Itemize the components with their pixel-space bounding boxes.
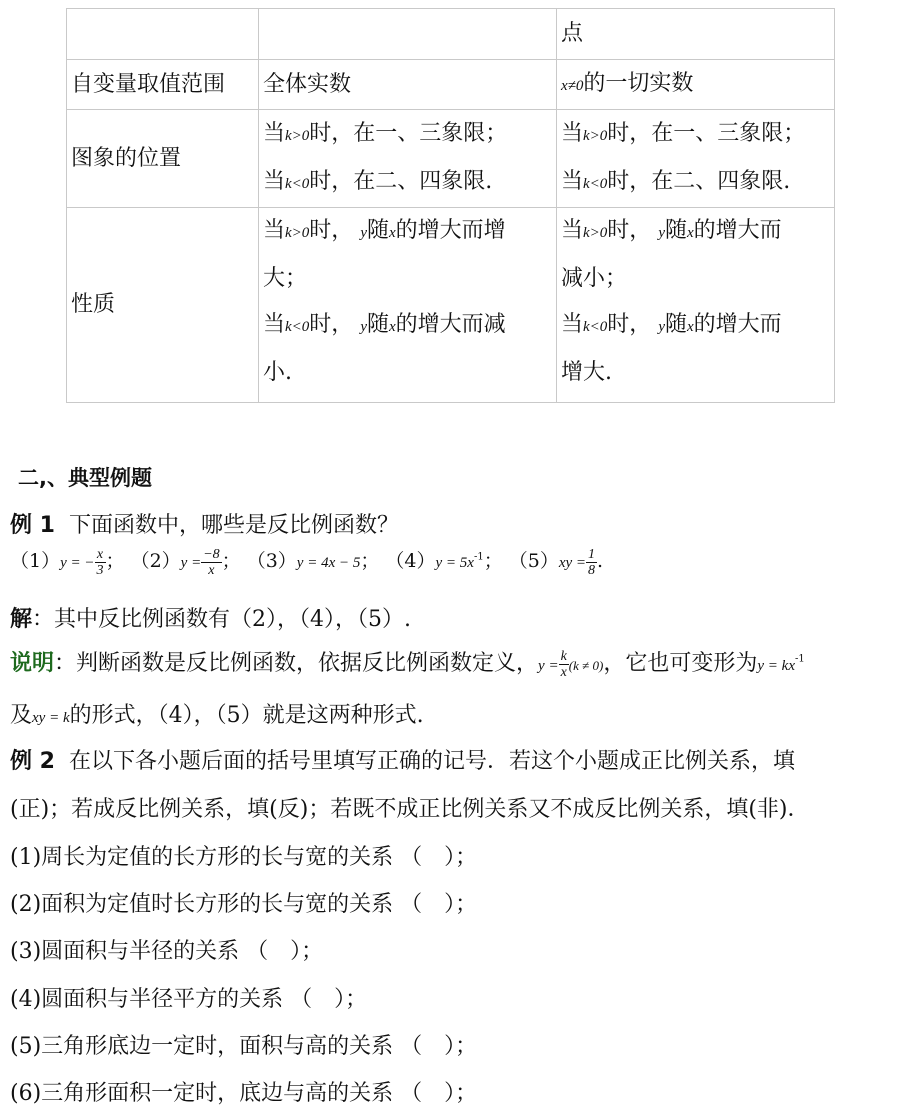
table-cell: 当k>0时，在一、三象限； 当k<0时，在二、四象限. (259, 110, 557, 208)
example-1-options: （1）y = − $\frac{x}{3}$ ； （2）y = $\frac{-8}{x}$ ； （3）y = 4x − 5； $(4)y = 5x^{-1}$； （5）xy = $\frac{1}{8}$ . (10, 546, 604, 578)
list-item: (1)周长为定值的长方形的长与宽的关系 （ ）； (10, 845, 478, 870)
table-row (67, 208, 835, 403)
note-label: 说明 (10, 651, 55, 676)
list-item: (4)圆面积与半径平方的关系 （ ）； (10, 987, 368, 1012)
section-title: 二,、典型例题 (18, 466, 152, 490)
table-cell: x≠0的一切实数 (557, 60, 835, 110)
table-row (67, 9, 835, 60)
table-row (67, 60, 835, 110)
example-label: 例 1 (10, 513, 55, 538)
header-cell: 点 (557, 9, 835, 60)
table-cell: 全体实数 (259, 60, 557, 110)
example-2-line1: 例 2 在以下各小题后面的括号里填写正确的记号．若这个小题成正比例关系，填 (10, 749, 795, 774)
list-item: (2)面积为定值时长方形的长与宽的关系 （ ）； (10, 892, 478, 917)
table-cell: 当k>0时， y随x的增大而增 大； 当k<0时， y随x的增大而减 小. (259, 208, 557, 403)
example-1-question: 例 1 下面函数中，哪些是反比例函数？ (10, 513, 399, 538)
solution-label: 解 (10, 607, 33, 632)
table-row (67, 110, 835, 208)
properties-table (66, 8, 835, 403)
fraction: $\frac{1}{8}$ (588, 546, 596, 578)
example-1-note-cont: 及xy = k的形式，（4），（5）就是这两种形式. (10, 703, 424, 728)
fraction: $\frac{-8}{x}$ (203, 546, 220, 578)
example-2-line2: (正)；若成反比例关系，填(反)；若既不成正比例关系又不成反比例关系，填(非)． (10, 797, 810, 822)
fraction: $\frac{k}{x}$ (560, 648, 567, 680)
list-item: (5)三角形底边一定时，面积与高的关系 （ ）； (10, 1034, 478, 1059)
example-1-solution: 解：其中反比例函数有（2），（4），（5）. (10, 607, 412, 632)
fraction: $\frac{x}{3}$ (96, 546, 104, 578)
header-cell (259, 9, 557, 60)
list-item: (6)三角形面积一定时，底边与高的关系 （ ）； (10, 1081, 478, 1106)
list-item: (3)圆面积与半径的关系 （ ）； (10, 939, 324, 964)
example-label: 例 2 (10, 749, 55, 774)
row-label: 自变量取值范围 (67, 60, 259, 110)
row-label: 性质 (67, 208, 259, 403)
row-label: 图象的位置 (67, 110, 259, 208)
example-1-note: 说明：判断函数是反比例函数，依据反比例函数定义，y = $\frac{k}{x}$ (k ≠ 0)，它也可变形为$y = kx^{-1}$ (10, 648, 805, 680)
table-cell: 当k>0时， y随x的增大而 减小； 当k<0时， y随x的增大而 增大. (557, 208, 835, 403)
table-cell: 当k>0时，在一、三象限； 当k<0时，在二、四象限. (557, 110, 835, 208)
math-expression: x≠0 (561, 77, 584, 94)
header-cell (67, 9, 259, 60)
